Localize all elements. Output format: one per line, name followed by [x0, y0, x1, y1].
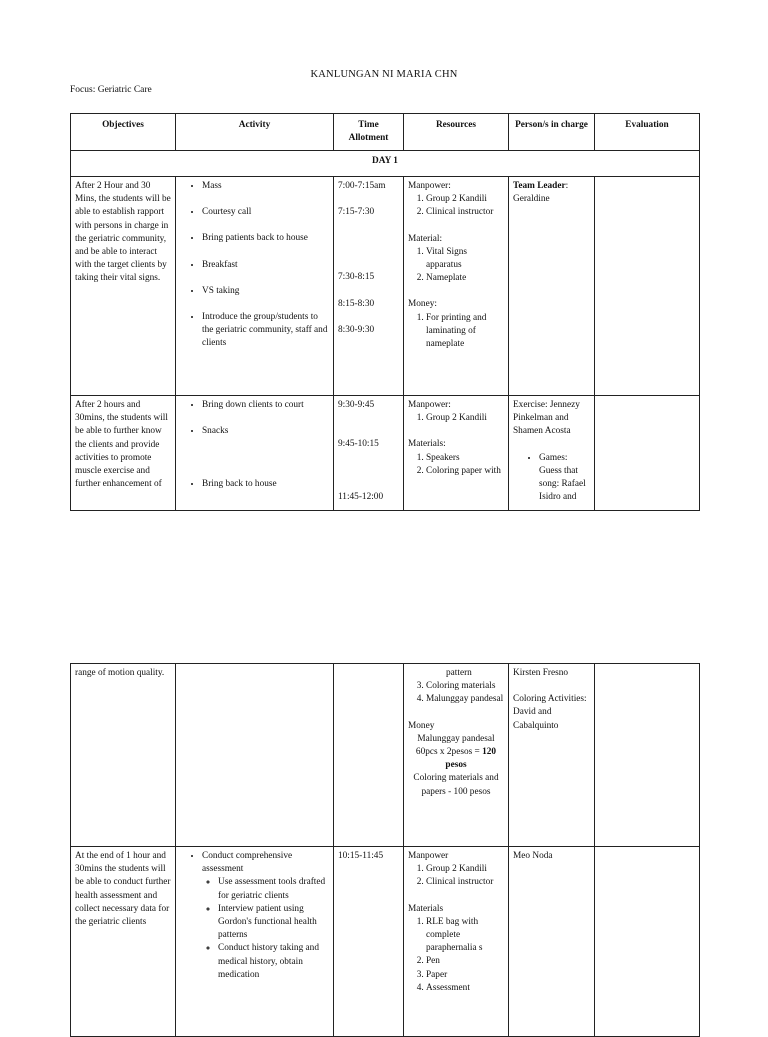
objective-cell: At the end of 1 hour and 30mins the students will be able to conduct further health assessment and collect necessary data for the geriatric clients [71, 847, 176, 1037]
header-activity: Activity [176, 114, 334, 151]
resources-manpower-label: Manpower: [408, 400, 451, 410]
header-time: Time Allotment [334, 114, 404, 151]
document-title: KANLUNGAN NI MARIA CHN [310, 69, 458, 80]
person-coloring: Coloring Activities: David and Cabalquinto [513, 694, 587, 731]
resources-cell [404, 396, 509, 511]
activity-item: • Breakfast [202, 259, 329, 272]
activity-item: • Bring back to house [202, 478, 329, 491]
team-leader-name: Geraldine [513, 194, 550, 205]
resources-cell [404, 177, 509, 396]
day-row [71, 151, 700, 177]
resource-item: 3. Coloring materials [426, 680, 504, 693]
person-exercise: Exercise: Jennezy Pinkelman and Shamen Acosta [513, 400, 580, 437]
time-value: 9:30-9:45 [338, 400, 375, 410]
plan-table-page2 [70, 663, 700, 1037]
evaluation-cell [595, 396, 700, 511]
resources-material-label: Material: [408, 233, 443, 244]
person-games: • Games: Guess that song: Rafael Isidro and [539, 452, 590, 505]
time-value: 8:15-8:30 [338, 298, 375, 309]
activity-cell [176, 847, 334, 1037]
evaluation-cell [595, 664, 700, 847]
resource-item: 1. Group 2 Kandili [426, 193, 504, 206]
time-cell [334, 664, 404, 847]
activity-item: • Bring down clients to court [202, 399, 329, 412]
activity-main: Conduct comprehensive assessment [202, 851, 293, 875]
day-label: DAY 1 [71, 151, 700, 177]
resources-cell [404, 847, 509, 1037]
money-line: Malunggay pandesal 60pcs x 2pesos = [415, 733, 495, 758]
resource-item: 1. Speakers [426, 452, 504, 465]
table-header-row [71, 114, 700, 151]
activity-cell [176, 177, 334, 396]
objective-cell: After 2 Hour and 30 Mins, the students will be able to establish rapport with persons in charge in the geriatric community, and be able to interact with the target clients by taking their vital signs. [71, 177, 176, 396]
resource-item: 3. Paper [426, 969, 504, 982]
activity-item: • VS taking [202, 285, 329, 298]
evaluation-cell [595, 177, 700, 396]
time-value: 7:30-8:15 [338, 272, 375, 283]
resource-item: 2. Clinical instructor [426, 876, 504, 889]
evaluation-cell [595, 847, 700, 1037]
time-value: 8:30-9:30 [338, 324, 375, 335]
objective-text: After 2 hours and 30mins, the students will be able to further know the clients and provide activities to promote muscle exercise and further enhancement of [75, 400, 168, 490]
plan-table-page1 [70, 113, 700, 511]
activity-item: • Introduce the group/students to the geriatric community, staff and clients [202, 311, 329, 351]
table-row [71, 664, 700, 847]
table-row [71, 396, 700, 511]
resource-item: 2. Clinical instructor [426, 206, 504, 219]
money-label: Money [408, 720, 435, 731]
objective-cell [71, 396, 176, 511]
activity-cell [176, 664, 334, 847]
time-cell: 10:15-11:45 [334, 847, 404, 1037]
activity-subitem: ◦ Conduct history taking and medical history, obtain medication [218, 942, 329, 982]
header-resources: Resources [404, 114, 509, 151]
persons-cell: Meo Noda [509, 847, 595, 1037]
resource-item: 2. Coloring paper with [426, 465, 504, 478]
header-persons: Person/s in charge [509, 114, 595, 151]
time-cell [334, 177, 404, 396]
table-row [71, 847, 700, 1037]
resource-item: 4. Assessment [426, 982, 504, 995]
resource-item: 2. Nameplate [426, 272, 504, 285]
activity-item: • Courtesy call [202, 206, 329, 219]
resource-item: 1. Vital Signs apparatus [426, 246, 504, 272]
time-value: 7:15-7:30 [338, 207, 375, 218]
header-objectives: Objectives [71, 114, 176, 151]
activity-item: • Snacks [202, 425, 329, 438]
persons-cell [509, 396, 595, 511]
team-leader-label: Team Leader [513, 181, 566, 191]
resource-item: 1. For printing and laminating of nameplate [426, 312, 504, 352]
time-value: 7:00-7:15am [338, 181, 386, 191]
objective-cell: range of motion quality. [71, 664, 176, 847]
resources-manpower-label: Manpower [408, 851, 449, 861]
activity-item [202, 850, 329, 982]
focus-label: Focus: Geriatric Care [70, 85, 152, 95]
table-row [71, 177, 700, 396]
header-evaluation: Evaluation [595, 114, 700, 151]
persons-cell [509, 664, 595, 847]
money-line: Coloring materials and papers - 100 pesos [413, 773, 499, 797]
resources-material-label: Materials: [408, 439, 446, 450]
activity-subitem: ◦ Use assessment tools drafted for geriatric clients [218, 876, 329, 902]
time-value: 11:45-12:00 [338, 492, 384, 503]
person-name: Kirsten Fresno [513, 668, 569, 678]
time-cell [334, 396, 404, 511]
resource-item: 1. Group 2 Kandili [426, 412, 504, 425]
time-value: 9:45-10:15 [338, 439, 379, 450]
activity-item: • Bring patients back to house [202, 232, 329, 245]
resource-item: 1. Group 2 Kandili [426, 863, 504, 876]
persons-cell: Team Leader: Geraldine [509, 177, 595, 396]
activity-subitem: ◦ Interview patient using Gordon's functional health patterns [218, 903, 329, 943]
money-amount: 120 pesos [445, 747, 497, 771]
resources-cell [404, 664, 509, 847]
resources-material-label: Materials [408, 903, 444, 914]
resource-item: 1. RLE bag with complete paraphernalia s [426, 916, 504, 956]
money-detail [408, 733, 504, 773]
activity-item: • Mass [202, 180, 329, 193]
resource-item: 2. Pen [426, 955, 504, 968]
activity-cell [176, 396, 334, 511]
resource-item: 4. Malunggay pandesal [426, 693, 504, 706]
resource-continued: pattern [446, 668, 472, 678]
resources-money-label: Money: [408, 299, 437, 310]
resources-manpower-label: Manpower: [408, 181, 451, 191]
